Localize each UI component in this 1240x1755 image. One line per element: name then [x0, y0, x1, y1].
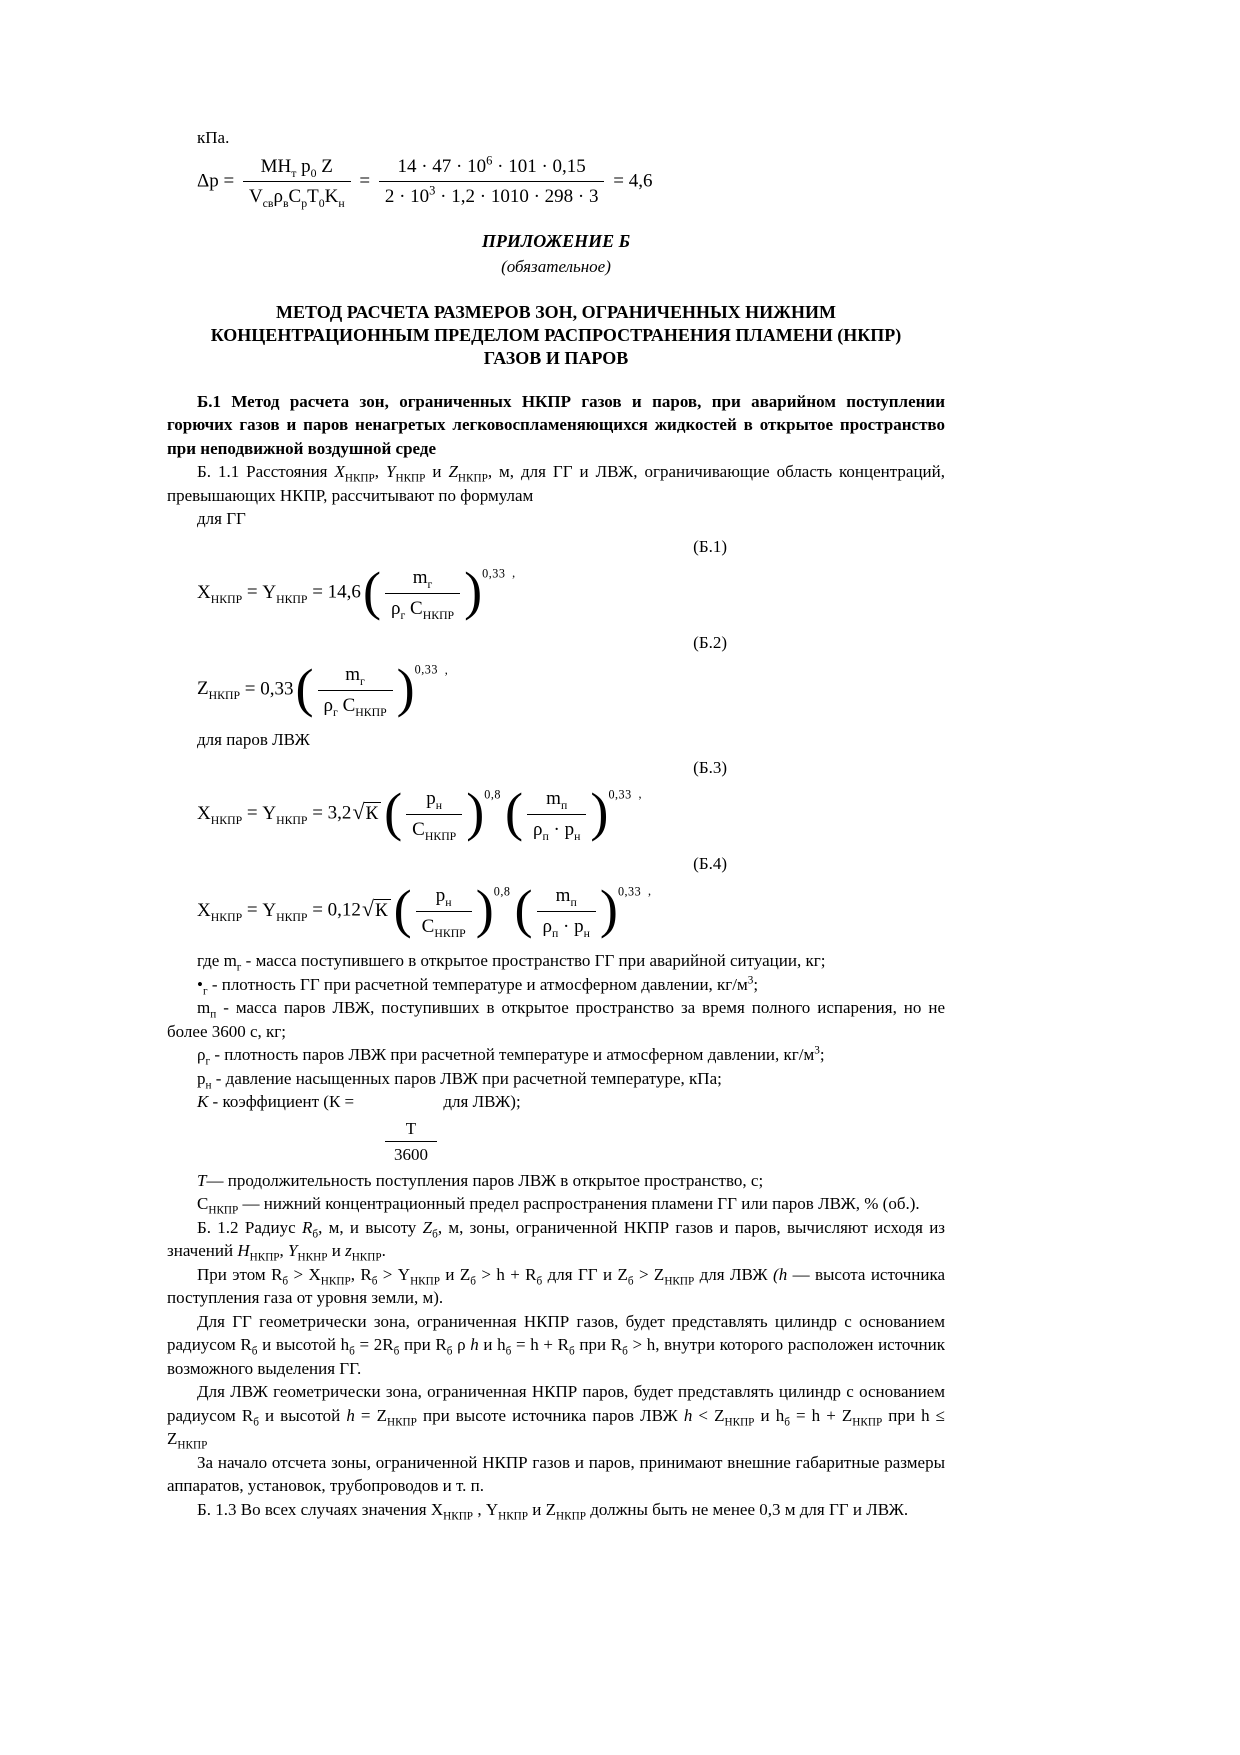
- k-fraction-numerator: Т: [385, 1118, 437, 1142]
- eq-label-b3: (Б.3): [693, 757, 727, 777]
- document-content: [167, 126, 945, 1521]
- formula-delta-p: Δp = $\frac{МН_т p_0 Z}{V_{св}\rho_вC_рT_0K_н}$ = $\frac{14 \cdot 47 \cdot 10^6 \cdot 101 \cdot 0,15}{2 \cdot 10^3 \cdot 1,2 \cdot 1010 \cdot 298 \cdot 3}$ = 4,6: [197, 153, 653, 210]
- where-line-t: Т— продолжительность поступления паров ЛВЖ в открытое пространство, с;: [197, 1170, 764, 1190]
- eq-label-b1: (Б.1): [693, 536, 727, 556]
- k-coefficient-fraction: [385, 1118, 437, 1165]
- formula-b4: $X_{НКПР} = Y_{НКПР} = 0,12√К$ ( $\frac{р_н}{С_{НКПР}}$ )$^{0,8}$( $\frac{m_п}{\rho_п \cdot р_н}$ )$^{0,33}$ ,: [197, 879, 652, 940]
- para-for-gg: для ГГ: [197, 509, 246, 528]
- formula-b1: $X_{НКПР} = Y_{НКПР} = 14,6$( $\frac{m_г}{\rho_г С_{НКПР}}$ )$^{0,33}$ ,: [197, 561, 516, 622]
- para-for-lvzh: для паров ЛВЖ: [197, 730, 310, 750]
- para-b13: Б. 1.3 Во всех случаях значения $X_{НКПР}$ , $Y_{НКПР}$ и $Z_{НКПР}$ должны быть не менее 0,3 м для ГГ и ЛВЖ.: [197, 1499, 909, 1523]
- para-zone-origin: За начало отсчета зоны, ограниченной НКПР газов и паров, принимают внешние габаритные размеры аппаратов, установок, трубопроводов и т. п.: [167, 1452, 945, 1496]
- where-line-pn: $р_н$ - давление насыщенных паров ЛВЖ при расчетной температуре, кПа;: [197, 1068, 722, 1092]
- para-b12: Б. 1.2 Радиус $R_б$, м, и высоту $Z_б$, м, зоны, ограниченной НКПР газов и паров, вычисляют исходя из значений $H_{НКПР}$, $Y_{НКНР}$ и $z_{НКПР}$.: [167, 1217, 946, 1264]
- where-line-k: К - коэффициент (К = для ЛВЖ);: [197, 1092, 521, 1112]
- formula-b3: $X_{НКПР} = Y_{НКПР} = 3,2√К$ ( $\frac{р_н}{С_{НКПР}}$ )$^{0,8}$( $\frac{m_п}{\rho_п \cdot р_н}$ )$^{0,33}$ ,: [197, 782, 643, 843]
- eq-label-b2: (Б.2): [693, 633, 727, 653]
- main-title-line1: МЕТОД РАСЧЕТА РАЗМЕРОВ ЗОН, ОГРАНИЧЕННЫХ НИЖНИМ: [276, 301, 836, 322]
- formula-b2: $Z_{НКПР} = 0,33$( $\frac{m_г}{\rho_г С_{НКПР}}$ )$^{0,33}$ ,: [197, 658, 449, 719]
- para-pri-etom: При этом $R_б > X_{НКПР}$, $R_б > Y_{НКПР}$ и $Z_б > h + R_б$ для ГГ и $Z_б > Z_{НКПР}$ для ЛВЖ (h — высота источника поступления газа от уровня земли, м).: [167, 1264, 946, 1308]
- pressure-unit: кПа.: [197, 128, 230, 147]
- where-line-density-gg: $•_г$ - плотность ГГ при расчетной температуре и атмосферном давлении, $кг/м^3$;: [197, 974, 759, 998]
- appendix-title: ПРИЛОЖЕНИЕ Б: [481, 230, 631, 251]
- para-b11: Б. 1.1 Расстояния $X_{НКПР}$, $Y_{НКПР}$ и $Z_{НКПР}$, м, для ГГ и ЛВЖ, ограничивающие область концентраций, превышающих НКПР, рассчитывают по формулам: [167, 462, 945, 505]
- where-line-density-lvzh: $\rho_г$ - плотность паров ЛВЖ при расчетной температуре и атмосферном давлении, $кг/м^3$;: [197, 1044, 825, 1068]
- where-line-mg: где $m_г$ - масса поступившего в открытое пространство ГГ при аварийной ситуации, кг;: [197, 951, 826, 974]
- k-fraction-denominator: 3600: [394, 1144, 428, 1164]
- where-line-mp: $m_п$ - масса паров ЛВЖ, поступивших в открытое пространство за время полного испарения, но не более 3600 с, кг;: [167, 998, 945, 1041]
- eq-label-b4: (Б.4): [693, 854, 727, 874]
- section-b1-heading: Б.1 Метод расчета зон, ограниченных НКПР газов и паров, при аварийном поступлении горючих газов и паров ненагретых легковоспламеняющихся жидкостей в открытое пространство при неподвижной воздушной среде: [167, 391, 945, 458]
- appendix-subtitle: (обязательное): [501, 257, 611, 276]
- main-title-line2: КОНЦЕНТРАЦИОННЫМ ПРЕДЕЛОМ РАСПРОСТРАНЕНИЯ ПЛАМЕНИ (НКПР): [210, 324, 902, 345]
- main-title: [167, 301, 945, 370]
- main-title-line3: ГАЗОВ И ПАРОВ: [483, 347, 629, 368]
- para-lvzh-zone: Для ЛВЖ геометрически зона, ограниченная НКПР паров, будет представлять цилиндр с основанием радиусом $R_б$ и высотой $h = Z_{НКПР}$ при высоте источника паров ЛВЖ $h < Z_{НКПР}$ и $h_б = h + Z_{НКПР}$ при $h \le Z_{НКПР}$: [167, 1382, 945, 1452]
- where-line-cnkpr: $С_{НКПР}$ — нижний концентрационный предел распространения пламени ГГ или паров ЛВЖ, % (об.).: [197, 1194, 920, 1217]
- para-gg-zone: Для ГГ геометрически зона, ограниченная НКПР газов, будет представлять цилиндр с основанием радиусом $R_б$ и высотой $h_б = 2R_б$ при $R_б$ ρ h и $h_б = h + R_б$ при $R_б > h$, внутри которого расположен источник возможного выделения ГГ.: [167, 1311, 946, 1378]
